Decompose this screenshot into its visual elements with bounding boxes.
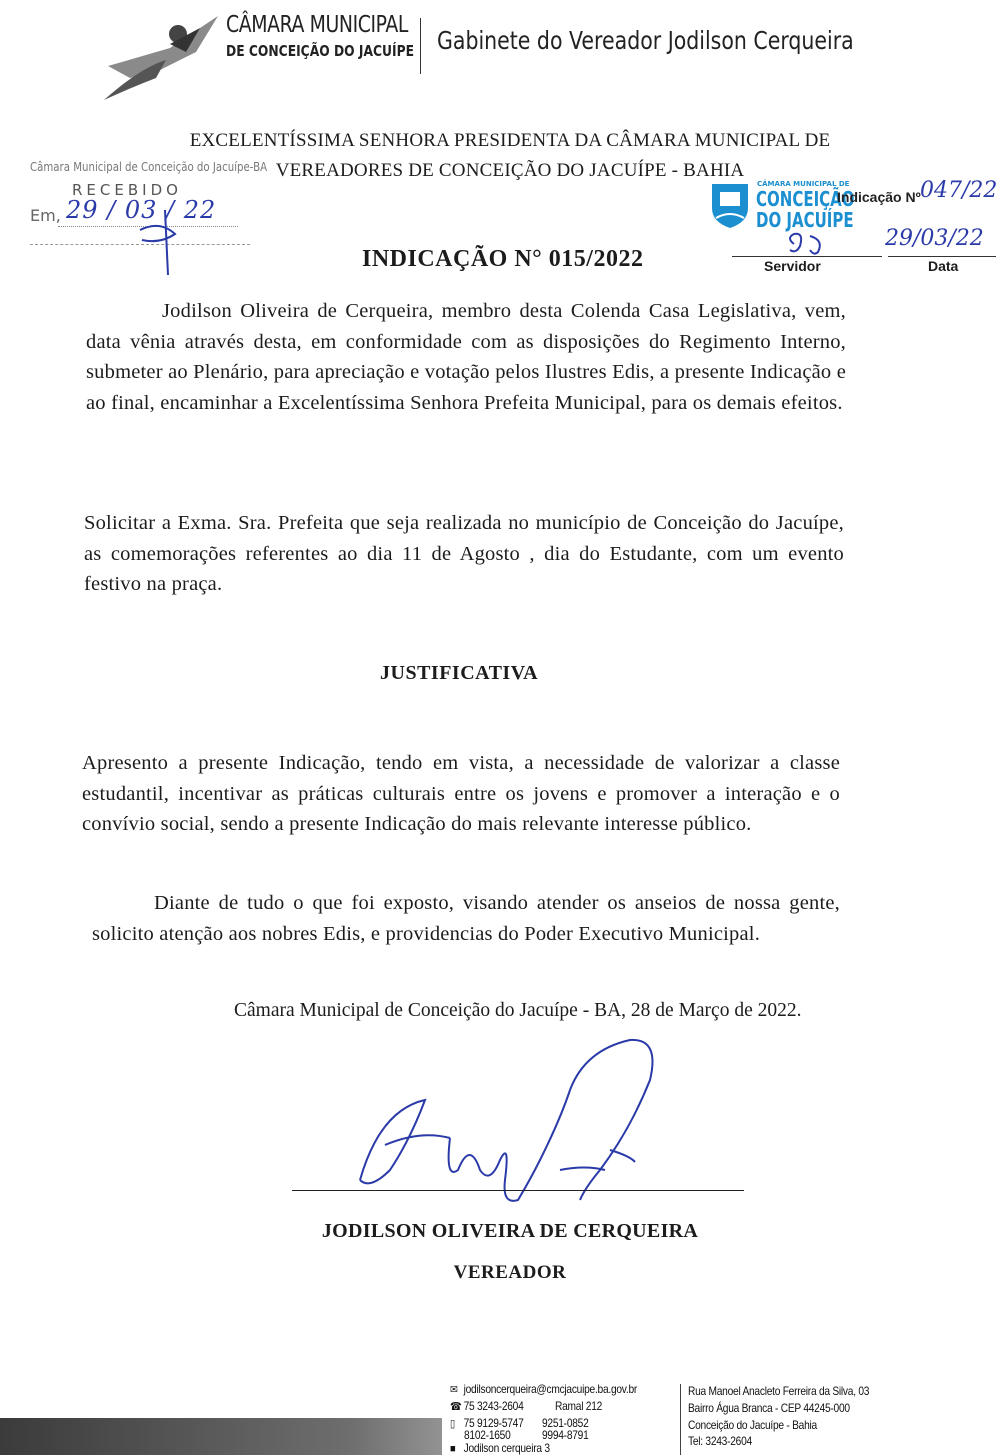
place-date: Câmara Municipal de Conceição do Jacuípe - BA, 28 de Março de 2022. (234, 1000, 802, 1021)
received-stamp-org: Câmara Municipal de Conceição do Jacuípe-BA (30, 160, 268, 174)
protocol-data-line (888, 256, 996, 257)
protocol-stamp-name1: CONCEIÇÃO (756, 187, 855, 211)
received-stamp-em: Em, (30, 206, 61, 225)
justification-paragraph-2: Diante de tudo o que foi exposto, visando atender os anseios de nossa gente, solicito atenção aos nobres Edis, e providencias do Poder Executivo Municipal. (92, 892, 840, 945)
phone-icon: ☎ (450, 1401, 462, 1413)
protocol-data-label: Data (928, 258, 959, 274)
addressee-line2: VEREADORES DE CONCEIÇÃO DO JACUÍPE - BAHIA (275, 160, 745, 181)
footer-email-row (450, 1382, 637, 1396)
received-stamp-label: RECEBIDO (72, 181, 182, 199)
footer-address-3: Conceição do Jacuípe - Bahia (688, 1418, 817, 1432)
footer-divider (680, 1384, 681, 1455)
request-paragraph: Solicitar a Exma. Sra. Prefeita que seja realizada no município de Conceição do Jacuípe, as comemorações referentes ao dia 11 de Agosto , dia do Estudante, com um evento festivo na praça. (84, 512, 844, 595)
protocol-servidor-line (732, 256, 882, 257)
protocol-servidor-label: Servidor (764, 258, 821, 274)
footer-phone-row (450, 1399, 523, 1413)
footer-mobile-1: 75 9129-5747 (463, 1416, 524, 1430)
footer-email: jodilsoncerqueira@cmcjacuipe.ba.gov.br (463, 1382, 638, 1396)
footer-phone: 75 3243-2604 (463, 1399, 524, 1413)
footer-mobile-3: 8102-1650 (464, 1428, 511, 1442)
footer-facebook: Jodilson cerqueira 3 (463, 1441, 550, 1455)
justification-paragraph-1: Apresento a presente Indicação, tendo em vista, a necessidade de valorizar a classe estudantil, incentivar as práticas culturais entre os jovens e promover a interação e o convívio social, sendo a presente Indicação do mais relevante interesse público. (82, 752, 840, 835)
footer-ramal: Ramal 212 (555, 1399, 603, 1413)
intro-paragraph: Jodilson Oliveira de Cerqueira, membro desta Colenda Casa Legislativa, vem, data vênia através desta, em conformidade com as disposições do Regimento Interno, submeter ao Plenário, para apreciação e votação pelos Ilustres Edis, a presente Indicação e ao final, encaminhar a Excelentíssima Senhora Prefeita Municipal, para os demais efeitos. (86, 300, 846, 414)
facebook-icon: ■ (450, 1443, 456, 1455)
header-divider (420, 18, 421, 74)
protocol-stamp-name2: DO JACUÍPE (756, 208, 854, 232)
org-name-line2: DE CONCEIÇÃO DO JACUÍPE (226, 42, 415, 60)
email-icon: ✉ (450, 1384, 458, 1396)
footer-address-1: Rua Manoel Anacleto Ferreira da Silva, 03 (688, 1384, 870, 1398)
protocol-indicacao-value: 047/22 (920, 178, 998, 203)
footer-mobile-4: 9994-8791 (542, 1428, 589, 1442)
crest-icon (708, 178, 752, 230)
signer-name: JODILSON OLIVEIRA DE CERQUEIRA (321, 1220, 699, 1242)
footer-facebook-row (450, 1441, 550, 1455)
signature-line (292, 1190, 744, 1191)
org-name-line1: CÂMARA MUNICIPAL (226, 12, 408, 38)
addressee-line1: EXCELENTÍSSIMA SENHORA PRESIDENTA DA CÂMARA MUNICIPAL DE (189, 130, 831, 151)
protocol-stamp-small: CÂMARA MUNICIPAL DE (757, 180, 850, 188)
mobile-icon: ▯ (450, 1418, 455, 1430)
justification-title: JUSTIFICATIVA (380, 662, 539, 684)
cabinet-title: Gabinete do Vereador Jodilson Cerqueira (437, 26, 854, 55)
footer-address-2: Bairro Água Branca - CEP 44245-000 (688, 1401, 850, 1415)
signer-role: VEREADOR (453, 1262, 567, 1283)
footer-mobile-2: 9251-0852 (542, 1416, 589, 1430)
document-title: INDICAÇÃO N° 015/2022 (362, 246, 644, 272)
logo-figure-icon (100, 8, 230, 108)
protocol-date-value: 29/03/22 (885, 226, 984, 251)
received-stamp-initials (130, 200, 200, 280)
footer-address-4: Tel: 3243-2604 (688, 1434, 752, 1448)
received-stamp-date: 29 / 03 / 22 (66, 196, 217, 224)
protocol-indicacao-label: Indicação Nº (837, 189, 921, 205)
handwritten-signature (330, 1030, 690, 1220)
